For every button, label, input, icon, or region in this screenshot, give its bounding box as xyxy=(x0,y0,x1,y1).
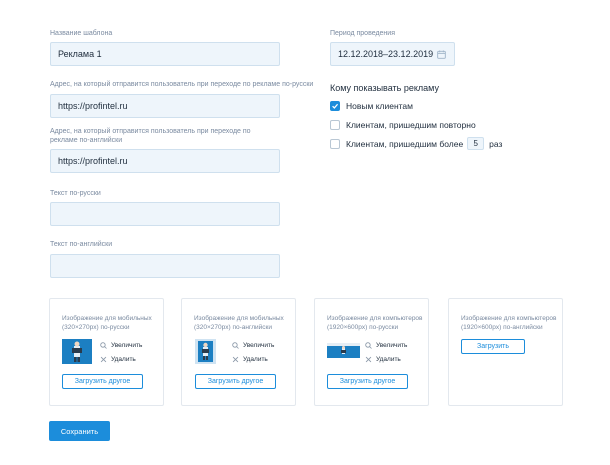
image-card-mobile-ru xyxy=(49,298,164,406)
image-card-desktop-ru xyxy=(314,298,429,406)
visit-count-input[interactable]: 5 xyxy=(467,137,484,150)
audience-title: Кому показывать рекламу xyxy=(330,83,439,93)
image-card-mobile-en xyxy=(181,298,296,406)
template-name-label: Название шаблона xyxy=(50,30,113,37)
close-icon xyxy=(232,356,239,363)
image-card-title: Изображение для мобильных (320×270px) по-английски xyxy=(194,315,284,331)
checkbox-checked-icon[interactable] xyxy=(330,101,340,111)
close-icon xyxy=(365,356,372,363)
zoom-action[interactable] xyxy=(232,341,274,350)
audience-option-label: Клиентам, пришедшим повторно xyxy=(346,120,476,130)
text-en-label: Текст по-английски xyxy=(50,241,113,248)
url-ru-label: Адрес, на который отправится пользователь при переходе по рекламе по-русски xyxy=(50,81,314,88)
period-input[interactable] xyxy=(330,42,455,66)
url-ru-input[interactable]: https://profintel.ru xyxy=(50,94,280,118)
zoom-action[interactable] xyxy=(365,341,407,350)
text-ru-label: Текст по-русски xyxy=(50,190,101,197)
image-thumbnail xyxy=(195,339,216,364)
image-card-title: Изображение для мобильных (320×270px) по-русски xyxy=(62,315,152,331)
audience-option-label: Новым клиентам xyxy=(346,101,414,111)
delete-action[interactable] xyxy=(365,355,407,364)
delete-action[interactable] xyxy=(100,355,142,364)
audience-option-returning[interactable] xyxy=(330,120,476,130)
zoom-icon xyxy=(232,342,239,349)
zoom-label: Увеличить xyxy=(111,342,143,349)
audience-option-frequent[interactable] xyxy=(330,137,502,150)
delete-label: Удалить xyxy=(111,356,136,363)
visit-count-suffix: раз xyxy=(489,138,503,149)
upload-button[interactable]: Загрузить xyxy=(461,339,525,354)
image-card-title: Изображение для компьютеров (1920×600px) по-русски xyxy=(327,315,423,331)
close-icon xyxy=(100,356,107,363)
image-card-title: Изображение для компьютеров (1920×600px) по-английски xyxy=(461,315,557,331)
delete-action[interactable] xyxy=(232,355,274,364)
period-value: 12.12.2018–23.12.2019 xyxy=(338,49,434,59)
url-en-input[interactable]: https://profintel.ru xyxy=(50,149,280,173)
zoom-icon xyxy=(365,342,372,349)
image-thumbnail xyxy=(62,339,92,364)
text-ru-input[interactable] xyxy=(50,202,280,226)
upload-other-button[interactable]: Загрузить другое xyxy=(195,374,276,389)
image-card-desktop-en xyxy=(448,298,563,406)
period-label: Период проведения xyxy=(330,30,395,37)
save-button[interactable]: Сохранить xyxy=(49,421,110,441)
zoom-icon xyxy=(100,342,107,349)
checkbox-icon[interactable] xyxy=(330,139,340,149)
url-en-label: Адрес, на который отправится пользователь при переходе по рекламе по-английски xyxy=(50,128,251,144)
calendar-icon[interactable] xyxy=(437,50,446,59)
delete-label: Удалить xyxy=(376,356,401,363)
delete-label: Удалить xyxy=(243,356,268,363)
zoom-label: Увеличить xyxy=(243,342,275,349)
audience-option-label: Клиентам, пришедшим более xyxy=(346,138,464,149)
upload-other-button[interactable]: Загрузить другое xyxy=(62,374,143,389)
text-en-input[interactable] xyxy=(50,254,280,278)
upload-other-button[interactable]: Загрузить другое xyxy=(327,374,408,389)
template-name-input[interactable]: Реклама 1 xyxy=(50,42,280,66)
zoom-label: Увеличить xyxy=(376,342,408,349)
zoom-action[interactable] xyxy=(100,341,142,350)
checkbox-icon[interactable] xyxy=(330,120,340,130)
image-thumbnail xyxy=(327,343,360,358)
audience-option-new[interactable] xyxy=(330,101,413,111)
